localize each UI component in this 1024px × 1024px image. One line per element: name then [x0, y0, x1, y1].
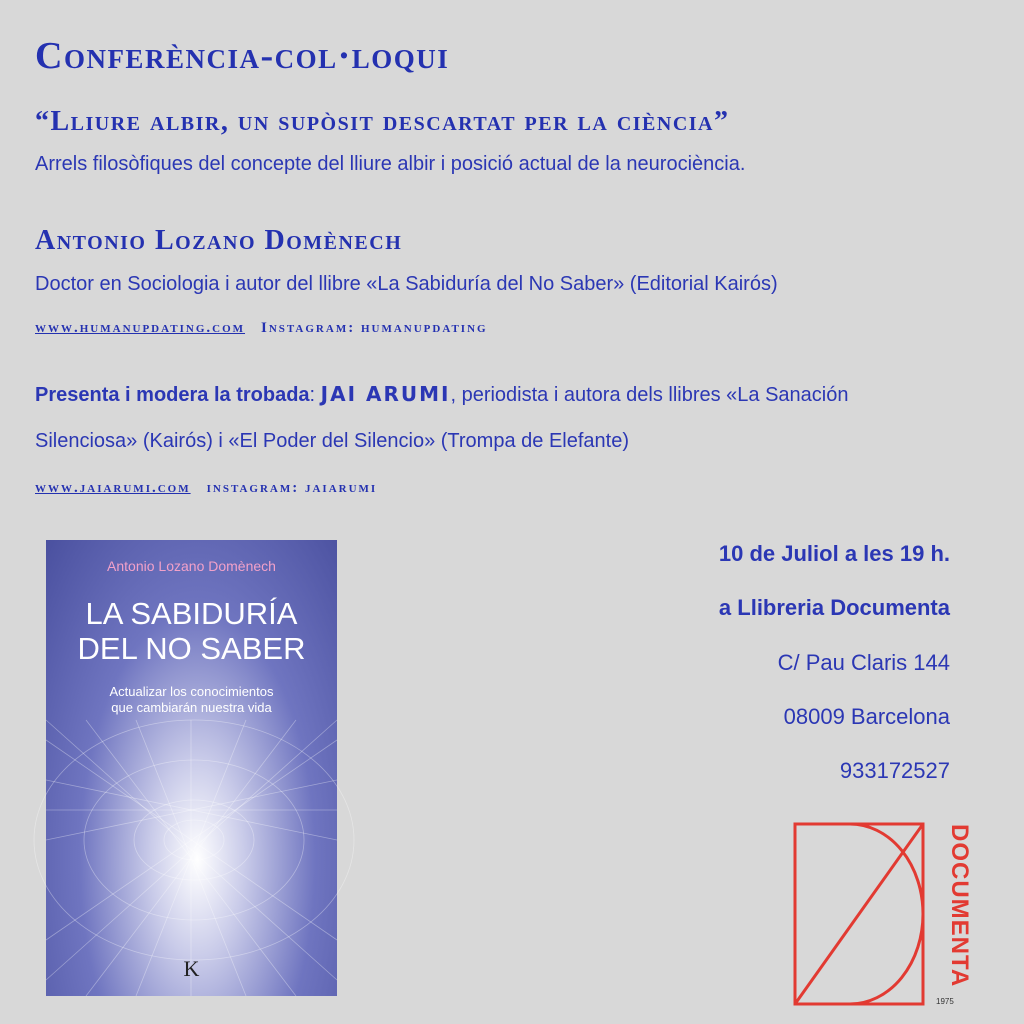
- moderator-line-2: Silenciosa» (Kairós) i «El Poder del Silencio» (Trompa de Elefante): [35, 430, 629, 452]
- event-date: 10 de Juliol a les 19 h.: [718, 541, 950, 566]
- cover-title-line-1: LA SABIDURÍA: [85, 596, 298, 631]
- moderator-colon: :: [309, 384, 321, 406]
- speaker-website-link[interactable]: www.humanupdating.com: [35, 320, 246, 336]
- speaker-instagram: Instagram: humanupdating: [261, 320, 488, 336]
- cover-subtitle: [46, 684, 337, 716]
- talk-title: “Lliure albir, un supòsit descartat per la ciència”: [35, 106, 730, 137]
- moderator-name: JAI ARUMI: [320, 382, 451, 406]
- cover-subtitle-line-1: Actualizar los conocimientos: [109, 684, 274, 699]
- cover-title: [46, 596, 337, 666]
- moderator-desc-1: , periodista i autora dels llibres «La Sanación: [450, 384, 849, 406]
- cover-subtitle-line-2: que cambiarán nuestra vida: [111, 700, 272, 715]
- speaker-bio: Doctor en Sociologia i autor del llibre «La Sabiduría del No Saber» (Editorial Kairós): [35, 273, 778, 295]
- logo-text: DOCUMENTA: [946, 824, 973, 988]
- event-venue: a Llibreria Documenta: [718, 595, 950, 620]
- event-type-title: Conferència-col·loqui: [35, 35, 450, 77]
- documenta-logo: [790, 822, 973, 1012]
- venue-phone: 933172527: [839, 758, 950, 783]
- speaker-name: Antonio Lozano Domènech: [35, 225, 403, 256]
- cover-title-line-2: DEL NO SABER: [77, 631, 306, 666]
- venue-city: 08009 Barcelona: [783, 704, 950, 729]
- talk-subtitle: Arrels filosòfiques del concepte del lliure albir i posició actual de la neurociència.: [35, 153, 746, 175]
- speaker-links: [35, 320, 488, 337]
- venue-street: C/ Pau Claris 144: [777, 650, 950, 675]
- moderator-links: [35, 480, 377, 497]
- cover-author: Antonio Lozano Domènech: [107, 558, 276, 574]
- moderator-lead: Presenta i modera la trobada: [35, 384, 310, 406]
- moderator-instagram: instagram: jaiarumi: [206, 480, 378, 496]
- moderator-website-link[interactable]: www.jaiarumi.com: [35, 480, 191, 496]
- logo-year: 1975: [936, 997, 954, 1006]
- moderator-line-1: [35, 382, 849, 407]
- book-cover-image: [46, 540, 337, 996]
- publisher-logo: K: [183, 956, 200, 981]
